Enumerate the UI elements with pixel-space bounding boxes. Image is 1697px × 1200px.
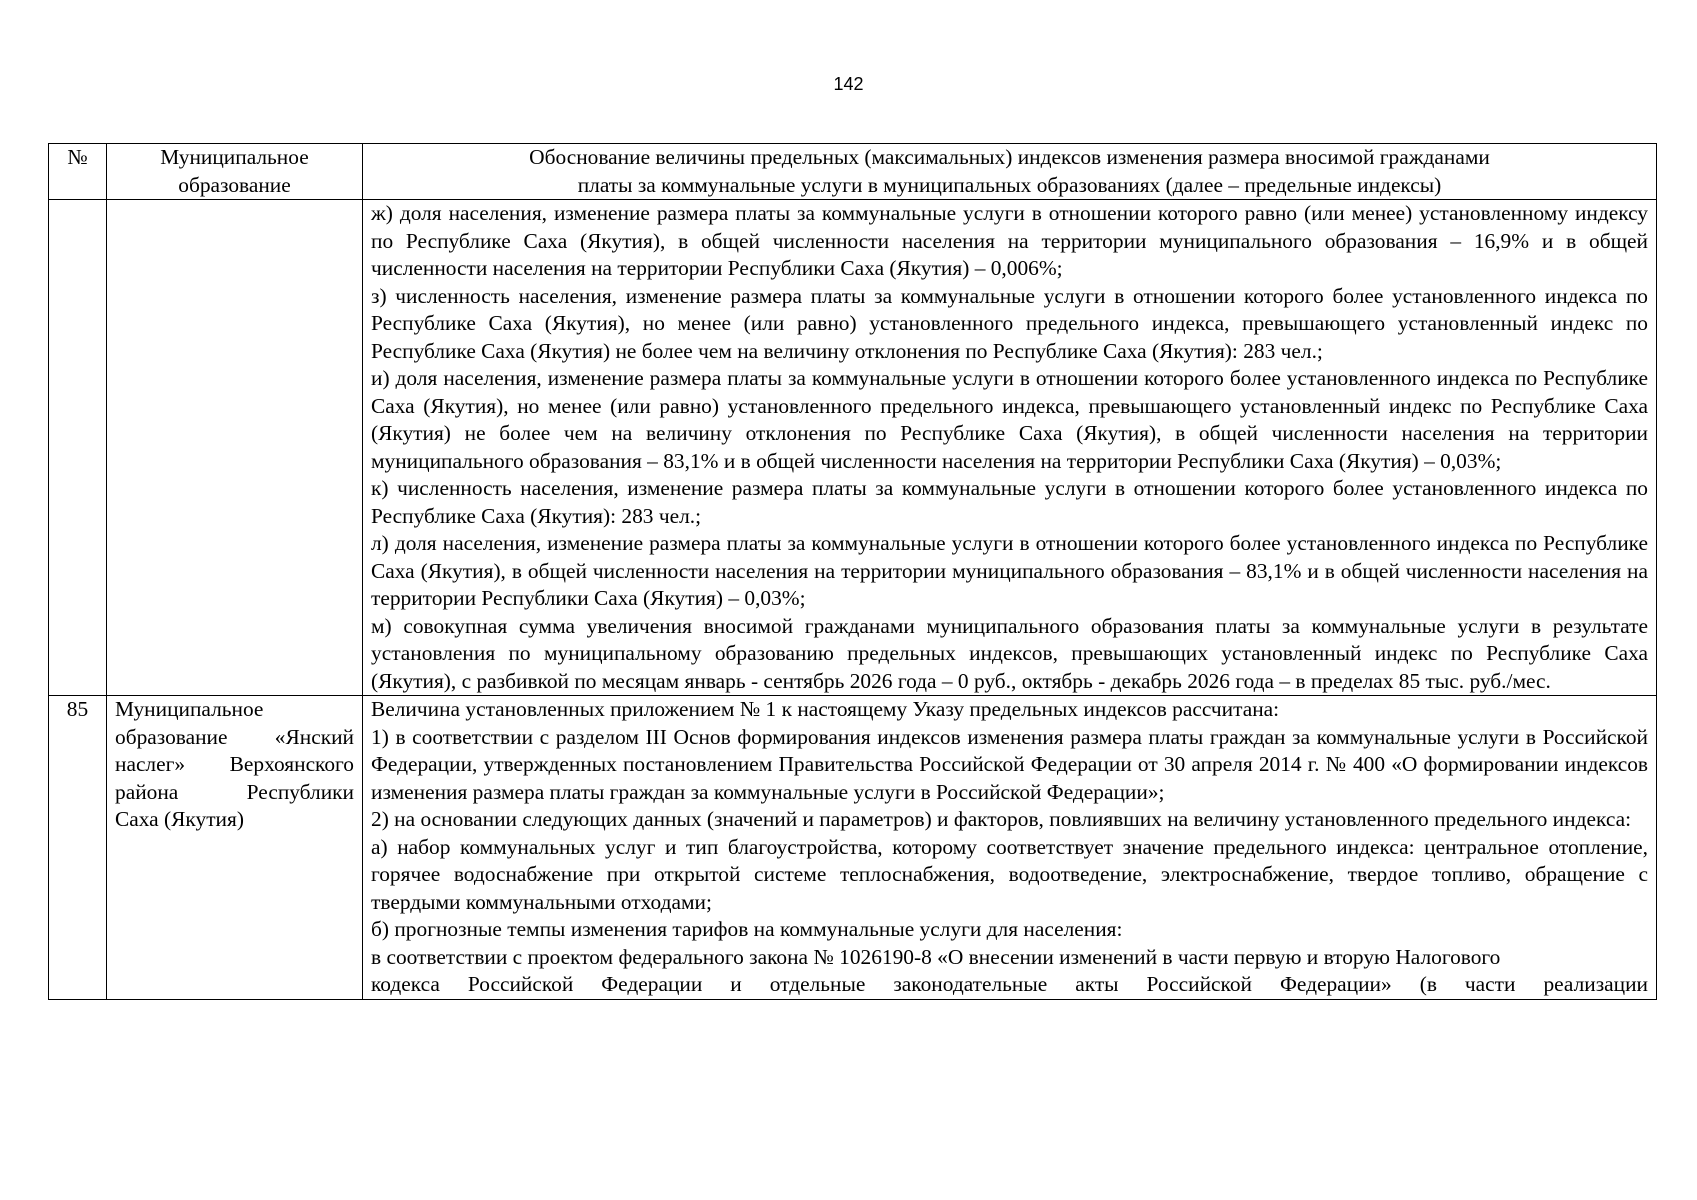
row-continued-number xyxy=(49,200,107,696)
header-municipality-line2: образование xyxy=(178,172,291,197)
municipality-line: Муниципальное xyxy=(115,697,264,721)
paragraph-k: к) численность населения, изменение размера платы за коммунальные услуги в отношении которого более установленного индекса по Республике Саха (Якутия): 283 чел.; xyxy=(371,476,1648,528)
paragraph-a: а) набор коммунальных услуг и тип благоустройства, которому соответствует значение предельного индекса: центральное отопление, горячее водоснабжение при открытой системе теплоснабжения, водоотведение, электроснабжение, твердое топливо, обращение с твердыми коммунальными отходами; xyxy=(371,834,1648,914)
header-justification-line1: Обоснование величины предельных (максимальных) индексов изменения размера вносимой гражданами xyxy=(529,145,1490,169)
municipality-line: наслег» Верхоянского xyxy=(115,752,354,776)
paragraph-1: 1) в соответствии с разделом III Основ формирования индексов изменения размера платы граждан за коммунальные услуги в Российской Федерации, утвержденных постановлением Правительства Российской Федерации от 30 апреля 2014 г. № 400 «О формировании индексов изменения размера платы граждан за коммунальные услуги в Российской Федерации»; xyxy=(371,724,1648,804)
municipality-line: Саха (Якутия) xyxy=(115,807,244,831)
row-85-municipality xyxy=(107,696,363,1000)
paragraph-intro: Величина установленных приложением № 1 к настоящему Указу предельных индексов рассчитана: xyxy=(371,697,1280,721)
paragraph-m: м) совокупная сумма увеличения вносимой гражданами муниципального образования платы за коммунальные услуги в результате установления по муниципальному образованию предельных индексов, превышающих установленный индекс по Республике Саха (Якутия), с разбивкой по месяцам январь - сентябрь 2026 года – 0 руб., октябрь - декабрь 2026 года – в пределах 85 тыс. руб./мес. xyxy=(371,613,1648,693)
paragraph-b-detail-continued: кодекса Российской Федерации и отдельные законодательные акты Российской Федерации» (в части реализации xyxy=(371,972,1648,996)
row-continued-municipality xyxy=(107,200,363,696)
paragraph-2: 2) на основании следующих данных (значений и параметров) и факторов, повлиявших на величину установленного предельного индекса: xyxy=(371,807,1632,831)
row-85-number: 85 xyxy=(49,696,107,1000)
row-continued-justification xyxy=(363,200,1657,696)
table-row-85 xyxy=(49,696,1657,1000)
justification-table xyxy=(48,143,1657,1000)
header-number: № xyxy=(49,144,107,200)
municipality-line: образование «Янский xyxy=(115,724,354,749)
row-85-justification xyxy=(363,696,1657,1000)
paragraph-b: б) прогнозные темпы изменения тарифов на коммунальные услуги для населения: xyxy=(371,917,1123,941)
municipality-line: района Республики xyxy=(115,779,354,804)
page-number: 142 xyxy=(833,74,864,94)
table-header-row xyxy=(49,144,1657,200)
header-justification xyxy=(363,144,1657,200)
paragraph-z: з) численность населения, изменение размера платы за коммунальные услуги в отношении которого более установленного индекса по Республике Саха (Якутия), но менее (или равно) установленного предельного индекса, превышающего установленный индекс по Республике Саха (Якутия) не более чем на величину отклонения по Республике Саха (Якутия): 283 чел.; xyxy=(371,283,1648,363)
table-row-continued xyxy=(49,200,1657,696)
paragraph-l: л) доля населения, изменение размера платы за коммунальные услуги в отношении которого более установленного индекса по Республике Саха (Якутия), в общей численности населения на территории муниципального образования – 83,1% и в общей численности населения на территории Республики Саха (Якутия) – 0,03%; xyxy=(371,531,1648,610)
header-justification-line2: платы за коммунальные услуги в муниципальных образованиях (далее – предельные индексы) xyxy=(577,172,1442,197)
header-municipality xyxy=(107,144,363,200)
paragraph-zh: ж) доля населения, изменение размера платы за коммунальные услуги в отношении которого равно (или менее) установленному индексу по Республике Саха (Якутия), в общей численности населения на территории муниципального образования – 16,9% и в общей численности населения на территории Республики Саха (Якутия) – 0,006%; xyxy=(371,201,1648,280)
paragraph-i: и) доля населения, изменение размера платы за коммунальные услуги в отношении которого более установленного индекса по Республике Саха (Якутия), но менее (или равно) установленного предельного индекса, превышающего установленный индекс по Республике Саха (Якутия) не более чем на величину отклонения по Республике Саха (Якутия), в общей численности населения на территории муниципального образования – 83,1% и в общей численности населения на территории Республики Саха (Якутия) – 0,03%; xyxy=(371,366,1648,473)
header-municipality-line1: Муниципальное xyxy=(160,145,309,169)
paragraph-b-detail: в соответствии с проектом федерального закона № 1026190-8 «О внесении изменений в части первую и вторую Налогового xyxy=(371,944,1501,969)
